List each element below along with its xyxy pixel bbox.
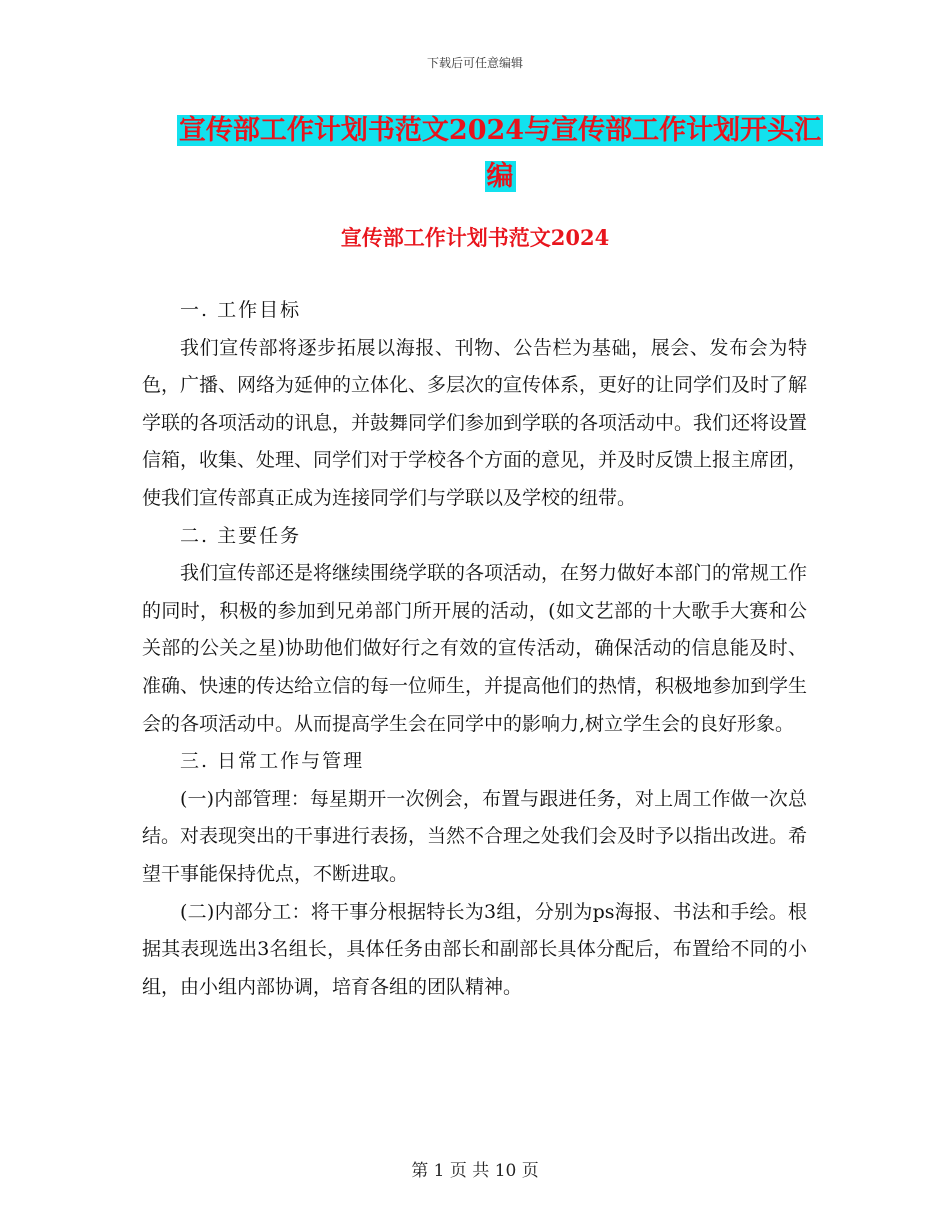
paragraph-main-tasks: 我们宣传部还是将继续围绕学联的各项活动，在努力做好本部门的常规工作的同时，积极的参加到兄弟部门所开展的活动，(如文艺部的十大歌手大赛和公关部的公关之星)协助他们做好行之有效的宣传活动，确保活动的信息能及时、准确、快速的传达给立信的每一位师生，并提高他们的热情，积极地参加到学生会的各项活动中。从而提高学生会在同学中的影响力,树立学生会的良好形象。 <box>142 562 808 735</box>
heading-work-goals: 一. 工作目标 <box>180 299 302 321</box>
heading-daily-management: 三. 日常工作与管理 <box>180 750 365 773</box>
section-title: 宣传部工作计划书范文2024 <box>340 225 610 250</box>
heading-main-tasks: 二. 主要任务 <box>180 524 302 547</box>
title-line-2: 编 <box>486 161 514 192</box>
document-body <box>142 292 807 1006</box>
page-footer: 第 1 页 共 10 页 <box>411 1161 539 1181</box>
paragraph-internal-division: (二)内部分工：将干事分根据特长为3组，分别为ps海报、书法和手绘。根据其表现选出3名组长，具体任务由部长和副部长具体分配后，布置给不同的小组，由小组内部协调，培育各组的团队精神。 <box>142 900 807 998</box>
page-header: 下载后可任意编辑 <box>426 56 523 70</box>
document-title <box>140 108 860 200</box>
paragraph-work-goals: 我们宣传部将逐步拓展以海报、刊物、公告栏为基础，展会、发布会为特色，广播、网络为延伸的立体化、多层次的宣传体系，更好的让同学们及时了解学联的各项活动的讯息，并鼓舞同学们参加到学联的各项活动中。我们还将设置信箱，收集、处理、同学们对于学校各个方面的意见，并及时反馈上报主席团，使我们宣传部真正成为连接同学们与学联以及学校的纽带。 <box>142 336 808 509</box>
title-line-1: 宣传部工作计划书范文2024与宣传部工作计划开头汇 <box>178 115 822 146</box>
paragraph-internal-management: (一)内部管理：每星期开一次例会，布置与跟进任务，对上周工作做一次总结。对表现突出的干事进行表扬，当然不合理之处我们会及时予以指出改进。希望干事能保持优点，不断进取。 <box>142 787 808 885</box>
